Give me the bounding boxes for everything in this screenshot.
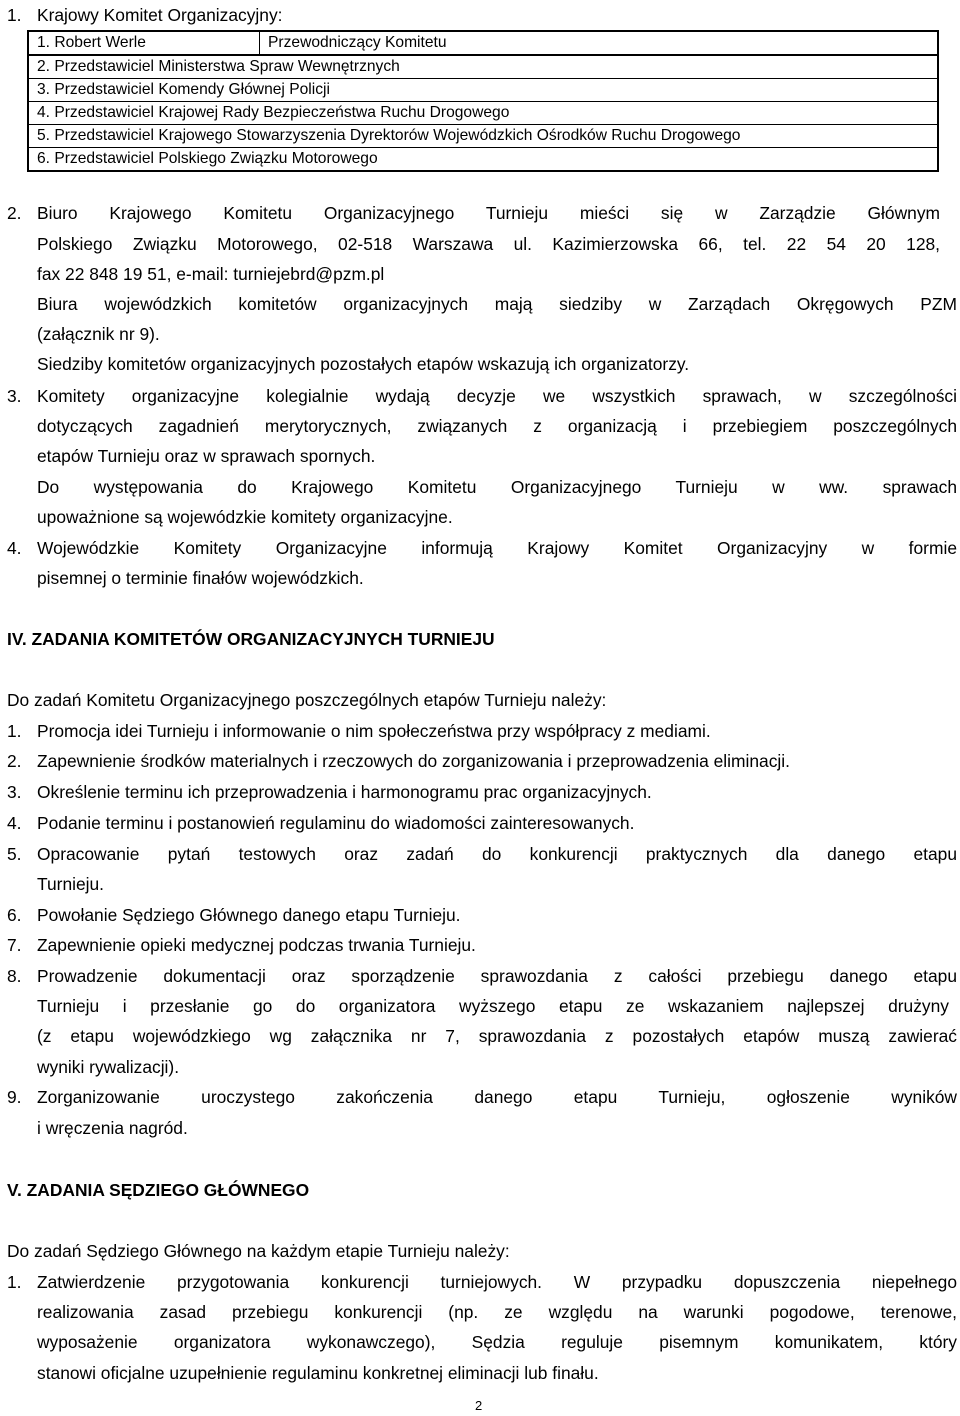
paragraph-line: Wojewódzkie Komitety Organizacyjne informują Krajowy Komitet Organizacyjny w formie bbox=[37, 538, 957, 558]
list-item-text: Podanie terminu i postanowień regulaminu do wiadomości zainteresowanych. bbox=[37, 813, 635, 833]
list-item-text: Zorganizowanie uroczystego zakończenia danego etapu Turnieju, ogłoszenie wyników bbox=[37, 1087, 957, 1107]
paragraph-line: etapów Turnieju oraz w sprawach spornych. bbox=[37, 446, 376, 466]
list-number: 4. bbox=[7, 813, 22, 833]
list-item-text: realizowania zasad przebiegu konkurencji (np. ze względu na warunki pogodowe, terenowe, bbox=[37, 1302, 957, 1322]
list-number: 3. bbox=[7, 386, 22, 406]
list-number: 5. bbox=[7, 844, 22, 864]
paragraph-line: fax 22 848 19 51, e-mail: turniejebrd@pzm.pl bbox=[37, 264, 385, 284]
list-number: 1. bbox=[7, 5, 22, 25]
list-item-text: Określenie terminu ich przeprowadzenia i harmonogramu prac organizacyjnych. bbox=[37, 782, 652, 802]
table-row bbox=[28, 79, 938, 102]
list-number: 1. bbox=[7, 1272, 22, 1292]
list-item-text: Turnieju i przesłanie go do organizatora wyższego etapu ze wskazaniem najlepszej drużyny bbox=[37, 996, 949, 1016]
paragraph-line: dotyczących zagadnień merytorycznych, związanych z organizacją i przebiegiem poszczególnych bbox=[37, 416, 957, 436]
list-number: 2. bbox=[7, 203, 22, 223]
paragraph-line: Siedziby komitetów organizacyjnych pozostałych etapów wskazują ich organizatorzy. bbox=[37, 354, 690, 374]
list-item-text: stanowi oficjalne uzupełnienie regulaminu konkretnej eliminacji lub finału. bbox=[37, 1363, 599, 1383]
page-number: 2 bbox=[475, 1398, 483, 1413]
list-item-text: Krajowy Komitet Organizacyjny: bbox=[37, 5, 283, 25]
list-item-text: wyniki rywalizacji). bbox=[37, 1057, 180, 1077]
section-intro: Do zadań Komitetu Organizacyjnego poszczególnych etapów Turnieju należy: bbox=[7, 690, 607, 710]
list-number: 7. bbox=[7, 935, 22, 955]
list-item-text: Zapewnienie środków materialnych i rzeczowych do zorganizowania i przeprowadzenia eliminacji. bbox=[37, 751, 790, 771]
list-item-text: Opracowanie pytań testowych oraz zadań do konkurencji praktycznych dla danego etapu bbox=[37, 844, 957, 864]
paragraph-line: Biura wojewódzkich komitetów organizacyjnych mają siedziby w Zarządach Okręgowych PZM bbox=[37, 294, 957, 314]
table-cell: 5. Przedstawiciel Krajowego Stowarzyszenia Dyrektorów Wojewódzkich Ośrodków Ruchu Drogowego bbox=[28, 125, 938, 148]
list-number: 8. bbox=[7, 966, 22, 986]
table-cell: 1. Robert Werle bbox=[28, 31, 260, 55]
section-heading: IV. ZADANIA KOMITETÓW ORGANIZACYJNYCH TURNIEJU bbox=[7, 629, 495, 649]
table-row bbox=[28, 102, 938, 125]
list-item-text: Zatwierdzenie przygotowania konkurencji turniejowych. W przypadku dopuszczenia niepełnego bbox=[37, 1272, 957, 1292]
table-row bbox=[28, 31, 938, 55]
list-item-text: Promocja idei Turnieju i informowanie o nim społeczeństwa przy współpracy z mediami. bbox=[37, 721, 711, 741]
paragraph-line: upoważnione są wojewódzkie komitety organizacyjne. bbox=[37, 507, 453, 527]
list-item-text: wyposażenie organizatora wykonawczego), Sędzia reguluje pisemnym komunikatem, który bbox=[37, 1332, 957, 1352]
list-number: 6. bbox=[7, 905, 22, 925]
paragraph-line: Biuro Krajowego Komitetu Organizacyjnego Turnieju mieści się w Zarządzie Głównym bbox=[37, 203, 940, 223]
list-item-text: (z etapu wojewódzkiego wg załącznika nr 7, sprawozdania z pozostałych etapów muszą zawierać bbox=[37, 1026, 957, 1046]
list-item-text: Zapewnienie opieki medycznej podczas trwania Turnieju. bbox=[37, 935, 476, 955]
paragraph-line: Polskiego Związku Motorowego, 02-518 Warszawa ul. Kazimierzowska 66, tel. 22 54 20 128, bbox=[37, 234, 940, 254]
section-heading: V. ZADANIA SĘDZIEGO GŁÓWNEGO bbox=[7, 1180, 310, 1200]
list-number: 1. bbox=[7, 721, 22, 741]
table-row bbox=[28, 125, 938, 148]
list-item-text: Prowadzenie dokumentacji oraz sporządzenie sprawozdania z całości przebiegu danego etapu bbox=[37, 966, 957, 986]
list-number: 4. bbox=[7, 538, 22, 558]
list-number: 9. bbox=[7, 1087, 22, 1107]
table-cell: 4. Przedstawiciel Krajowej Rady Bezpieczeństwa Ruchu Drogowego bbox=[28, 102, 938, 125]
list-item-text: Turnieju. bbox=[37, 874, 105, 894]
list-number: 3. bbox=[7, 782, 22, 802]
table-cell: 3. Przedstawiciel Komendy Głównej Policji bbox=[28, 79, 938, 102]
list-item-text: Powołanie Sędziego Głównego danego etapu Turnieju. bbox=[37, 905, 461, 925]
paragraph-line: Komitety organizacyjne kolegialnie wydają decyzje we wszystkich sprawach, w szczególności bbox=[37, 386, 957, 406]
section-intro: Do zadań Sędziego Głównego na każdym etapie Turnieju należy: bbox=[7, 1241, 510, 1261]
list-item-text: i wręczenia nagród. bbox=[37, 1118, 188, 1138]
list-number: 2. bbox=[7, 751, 22, 771]
paragraph-line: (załącznik nr 9). bbox=[37, 324, 160, 344]
table-row bbox=[28, 148, 938, 172]
paragraph-line: Do występowania do Krajowego Komitetu Organizacyjnego Turnieju w ww. sprawach bbox=[37, 477, 957, 497]
committee-table bbox=[27, 30, 939, 172]
table-cell: 2. Przedstawiciel Ministerstwa Spraw Wewnętrznych bbox=[28, 55, 938, 79]
table-cell: Przewodniczący Komitetu bbox=[260, 31, 939, 55]
table-cell: 6. Przedstawiciel Polskiego Związku Motorowego bbox=[28, 148, 938, 172]
table-row bbox=[28, 55, 938, 79]
paragraph-line: pisemnej o terminie finałów wojewódzkich. bbox=[37, 568, 364, 588]
